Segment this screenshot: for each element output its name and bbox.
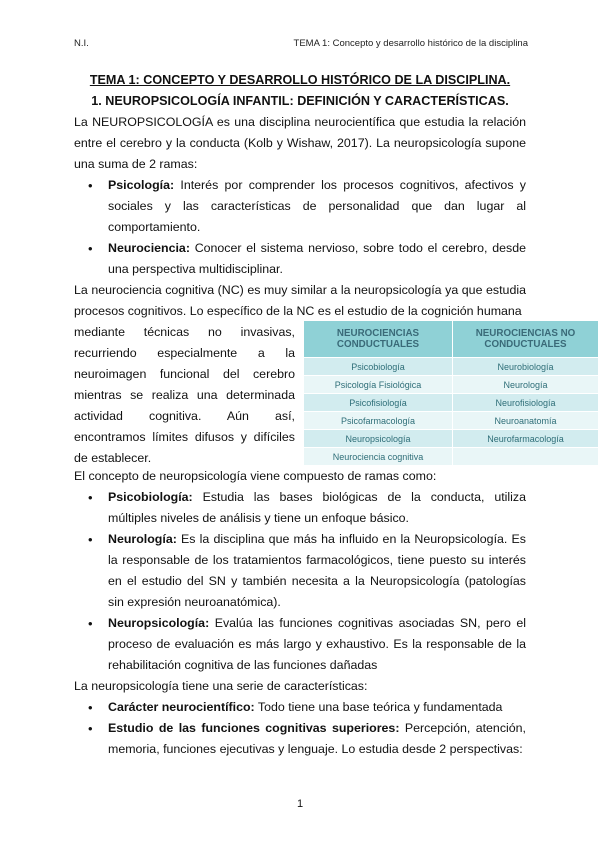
- feature-term: Carácter neurocientífico:: [108, 700, 255, 714]
- table-cell: Neuropsicología: [304, 430, 453, 448]
- branch-item-neurociencia: [108, 238, 526, 280]
- nc-paragraph-wrap: mediante técnicas no invasivas, recurriendo especialmente a la neuroimagen funcional del cerebro mientras se realiza una determinada actividad cognitiva. Aún así, encontramos límites difusos y difíciles de establecer.: [74, 325, 295, 465]
- table-cell: Neurobiología: [453, 358, 599, 376]
- branch-term: Psicología:: [108, 178, 175, 192]
- concept-text: Evalúa las funciones cognitivas asociadas SN, pero el proceso de evaluación es más largo y exhaustivo. Es la responsable de la rehabilitación cognitiva de las funciones dañadas: [108, 616, 526, 672]
- table-cell: Neuroanatomía: [453, 412, 599, 430]
- table-cell: Neurociencia cognitiva: [304, 448, 453, 466]
- table-header-conductuales: NEUROCIENCIAS CONDUCTUALES: [304, 321, 453, 358]
- table-header-no-conductuales: NEUROCIENCIAS NO CONDUCTUALES: [453, 321, 599, 358]
- table-cell: Psicofisiología: [304, 394, 453, 412]
- header-right: TEMA 1: Concepto y desarrollo histórico de la disciplina: [293, 38, 528, 49]
- concept-item-neuropsicologia: [108, 613, 526, 676]
- section-title: 1. NEUROPSICOLOGÍA INFANTIL: DEFINICIÓN Y CARACTERÍSTICAS.: [91, 94, 509, 108]
- nc-paragraph-start: La neurociencia cognitiva (NC) es muy similar a la neuropsicología ya que estudia procesos cognitivos. Lo específico de la NC es el estudio de la cognición humana: [74, 283, 526, 318]
- branch-term: Neurociencia:: [108, 241, 190, 255]
- table-cell: Neurología: [453, 376, 599, 394]
- branch-text: Conocer el sistema nervioso, sobre todo el cerebro, desde una perspectiva multidisciplinar.: [108, 241, 526, 276]
- table-row: [304, 358, 598, 376]
- concept-text: Estudia las bases biológicas de la conducta, utiliza múltiples niveles de análisis y tiene un enfoque básico.: [108, 490, 526, 525]
- concept-term: Neuropsicología:: [108, 616, 210, 630]
- page-number: 1: [296, 798, 304, 810]
- branch-text: Interés por comprender los procesos cognitivos, afectivos y sociales y las características de personalidad que dan lugar al comportamiento.: [108, 178, 526, 234]
- features-intro: La neuropsicología tiene una serie de características:: [74, 679, 368, 693]
- table-row: [304, 448, 598, 466]
- concept-item-neurologia: [108, 529, 526, 613]
- feature-text: Todo tiene una base teórica y fundamentada: [254, 700, 503, 714]
- feature-text: Percepción, atención, memoria, funciones ejecutivas y lenguaje. Lo estudia desde 2 perspectivas:: [108, 721, 526, 756]
- table-cell: Neurofarmacología: [453, 430, 599, 448]
- table-row: [304, 376, 598, 394]
- table-cell: Psicofarmacología: [304, 412, 453, 430]
- table-cell: [453, 448, 599, 466]
- concept-term: Neurología:: [108, 532, 177, 546]
- concept-term: Psicobiología:: [108, 490, 193, 504]
- concept-item-psicobiologia: [108, 487, 526, 529]
- neurociencias-table: [304, 321, 598, 465]
- table-cell: Psicobiología: [304, 358, 453, 376]
- document-title: TEMA 1: CONCEPTO Y DESARROLLO HISTÓRICO DE LA DISCIPLINA.: [89, 73, 511, 87]
- table-row: [304, 430, 598, 448]
- table-cell: Psicología Fisiológica: [304, 376, 453, 394]
- table-row: [304, 394, 598, 412]
- table-row: [304, 412, 598, 430]
- header-left: N.I.: [74, 38, 89, 49]
- table-cell: Neurofisiología: [453, 394, 599, 412]
- feature-term: Estudio de las funciones cognitivas superiores:: [108, 721, 400, 735]
- intro-paragraph: La NEUROPSICOLOGÍA es una disciplina neurocientífica que estudia la relación entre el cerebro y la conducta (Kolb y Wishaw, 2017). La neuropsicología supone una suma de 2 ramas:: [74, 115, 526, 171]
- feature-item-funciones-cognitivas: [108, 718, 526, 760]
- concept-intro: El concepto de neuropsicología viene compuesto de ramas como:: [74, 469, 437, 483]
- concept-text: Es la disciplina que más ha influido en la Neuropsicología. Es la responsable de los tratamientos farmacológicos, tiene puesto su interés en el estudio del SN y también necesita a la Neuropsicología (patologías sin expresión neuroanatómica).: [108, 532, 526, 609]
- branch-item-psicologia: [108, 175, 526, 238]
- feature-item-neurocientifico: [108, 697, 526, 718]
